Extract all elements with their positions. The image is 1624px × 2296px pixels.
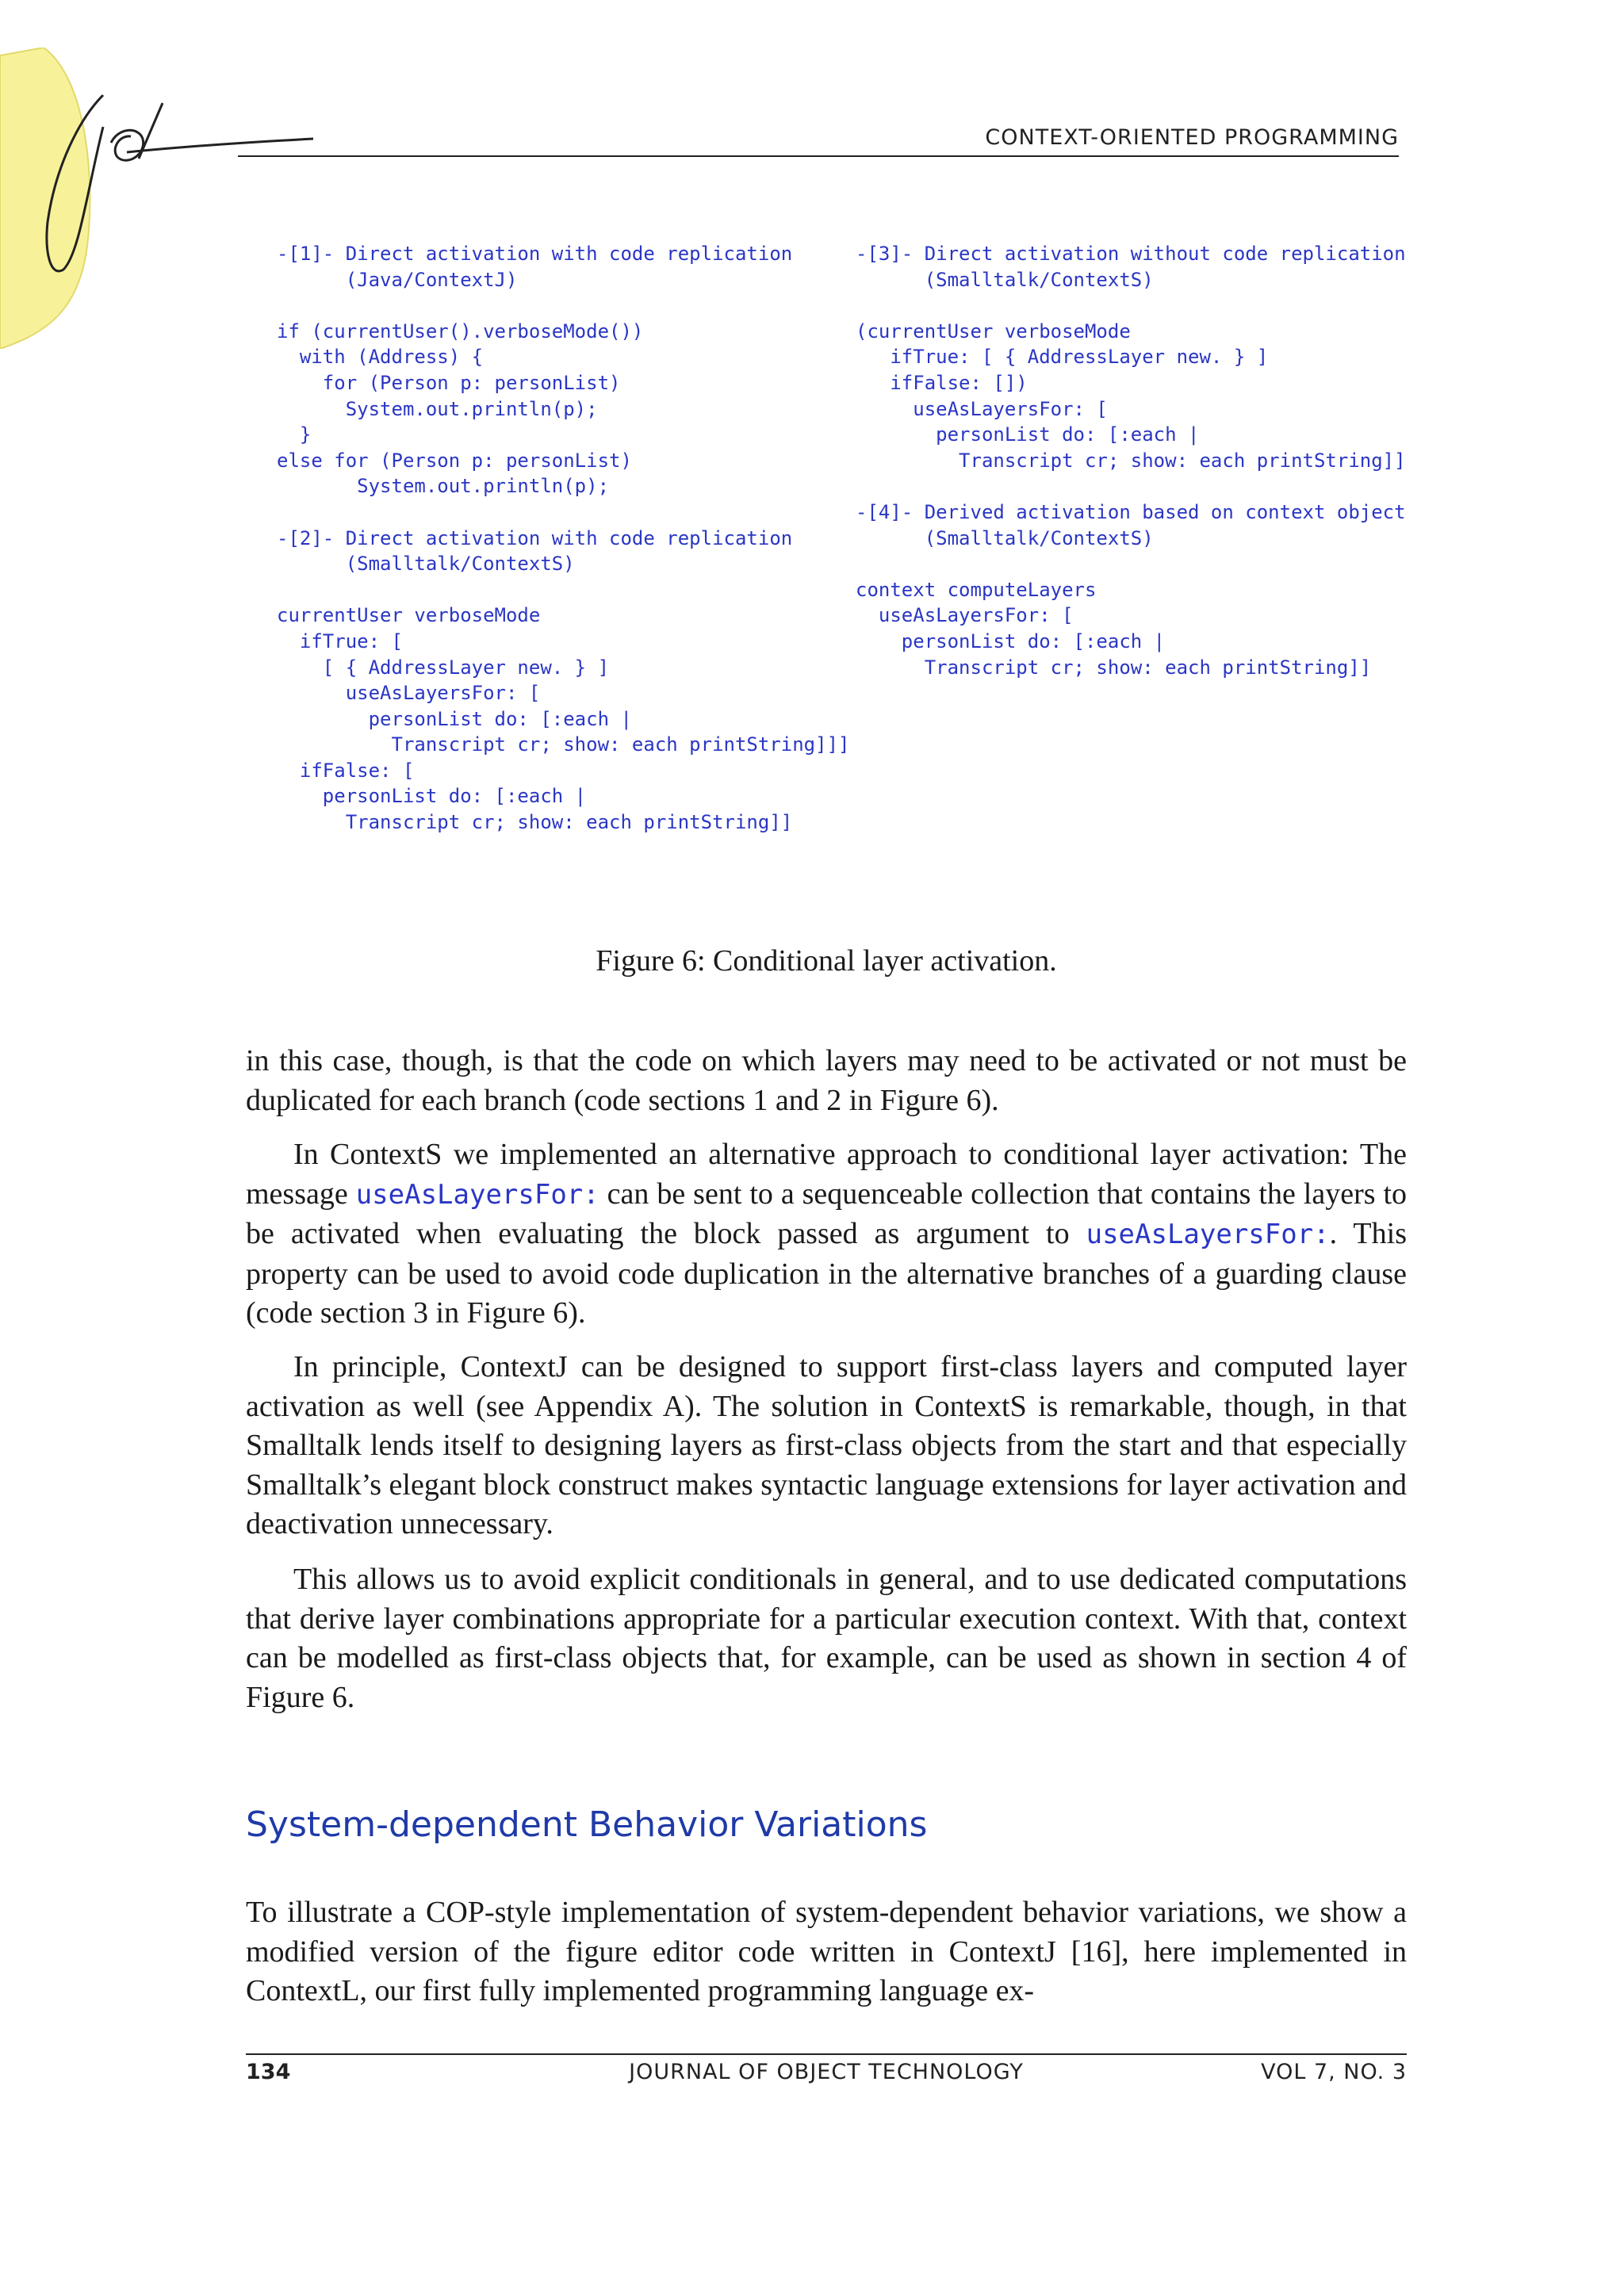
code-line — [277, 293, 849, 319]
footer-rule — [246, 2053, 1407, 2055]
section-heading: System-dependent Behavior Variations — [246, 1804, 928, 1845]
code-listing-right — [856, 241, 1406, 680]
running-header: CONTEXT-ORIENTED PROGRAMMING — [985, 125, 1399, 150]
paragraph-text: To illustrate a COP-style implementation of system-dependent behavior variations, we show a modified version of the figure editor code written in ContextJ [16], here implemented in ContextL, our first fully implemented programming language ex- — [246, 1896, 1407, 2007]
code-line: (currentUser verboseMode — [856, 320, 1131, 342]
paragraph-text — [246, 1135, 1407, 1334]
code-line: System.out.println(p); — [277, 475, 610, 498]
code-line: useAsLayersFor: [ — [856, 397, 1108, 420]
code-line: personList do: [:each | — [277, 785, 587, 808]
code-line: (Smalltalk/ContextS) — [277, 553, 575, 576]
code-line: if (currentUser().verboseMode()) — [277, 320, 644, 342]
code-line: } — [277, 423, 312, 446]
code-line: else for (Person p: personList) — [277, 449, 632, 472]
paragraph-avoid-conditionals — [246, 1560, 1407, 1717]
code-line: Transcript cr; show: each printString]]] — [277, 733, 850, 756]
code-line: -[3]- Direct activation without code replication — [856, 243, 1406, 265]
code-line: -[1]- Direct activation with code replication — [277, 243, 793, 265]
header-rule — [238, 155, 1399, 157]
code-line: [ { AddressLayer new. } ] — [277, 656, 610, 679]
journal-name: JOURNAL OF OBJECT TECHNOLOGY — [629, 2060, 1024, 2084]
code-line: -[2]- Direct activation with code replication — [277, 526, 793, 549]
code-line — [277, 577, 849, 603]
code-line — [856, 293, 1406, 319]
inline-code: useAsLayersFor: — [1086, 1219, 1330, 1250]
paragraph-text: in this case, though, is that the code on which layers may need to be activated or not must be duplicated for each branch (code sections 1 and 2 in Figure 6). — [246, 1044, 1407, 1117]
code-line: (Smalltalk/ContextS) — [856, 268, 1154, 291]
code-line: -[4]- Derived activation based on context object — [856, 500, 1406, 523]
code-line: ifTrue: [ { AddressLayer new. } ] — [856, 346, 1269, 369]
code-line: Transcript cr; show: each printString]] — [856, 656, 1372, 679]
code-line: (Java/ContextJ) — [277, 268, 518, 291]
text-run: In ContextS we implemented an alternative approach to conditional layer activation: The message — [246, 1138, 1407, 1211]
code-line: ifFalse: [ — [277, 759, 415, 782]
code-line — [856, 473, 1406, 499]
code-line: ifTrue: [ — [277, 629, 403, 652]
code-line: currentUser verboseMode — [277, 604, 541, 627]
code-line: Transcript cr; show: each printString]] — [277, 811, 793, 834]
code-line — [277, 499, 849, 526]
text-run: can be sent to a sequenceable collection that contains the layers to be activated when evaluating the block passed as argument to — [246, 1177, 1408, 1250]
text-run: . This property can be used to avoid code duplication in the alternative branches of a guarding clause (code section 3 in Figure 6). — [246, 1217, 1407, 1330]
code-line: Transcript cr; show: each printString]] — [856, 449, 1406, 472]
page-number: 134 — [246, 2060, 291, 2084]
code-line: context computeLayers — [856, 578, 1097, 601]
code-line: for (Person p: personList) — [277, 371, 621, 394]
code-line: with (Address) { — [277, 346, 484, 369]
code-line: personList do: [:each | — [856, 423, 1200, 446]
paragraph-continuation — [246, 1042, 1407, 1120]
code-line: ifFalse: []) — [856, 371, 1028, 394]
code-line: useAsLayersFor: [ — [856, 604, 1074, 627]
code-line — [856, 551, 1406, 577]
paragraph-system-dependent — [246, 1893, 1407, 2011]
paragraph-contexts-approach — [246, 1135, 1407, 1334]
inline-code: useAsLayersFor: — [355, 1178, 599, 1211]
code-listing-left — [277, 241, 849, 836]
code-line: System.out.println(p); — [277, 397, 598, 420]
paragraph-text: This allows us to avoid explicit conditionals in general, and to use dedicated computations that derive layer combinations appropriate for a particular execution context. With that, context can be modelled as first-class objects that, for example, can be used as shown in section 4 of Figure 6. — [246, 1563, 1407, 1714]
figure-caption: Figure 6: Conditional layer activation. — [596, 944, 1057, 978]
code-line: personList do: [:each | — [856, 629, 1166, 652]
code-line: useAsLayersFor: [ — [277, 682, 541, 705]
volume-info: VOL 7, NO. 3 — [1261, 2060, 1407, 2084]
paragraph-text: In principle, ContextJ can be designed to support first-class layers and computed layer activation as well (see Appendix A). The solution in ContextS is remarkable, though, in that Smalltalk lends itself to designing layers as first-class objects from the start and that especially Smalltalk’s elegant block construct makes syntactic language extensions for layer activation and deactivation unnecessary. — [246, 1350, 1407, 1540]
code-line: (Smalltalk/ContextS) — [856, 526, 1154, 549]
paragraph-first-class-layers — [246, 1348, 1407, 1544]
code-line: personList do: [:each | — [277, 707, 632, 730]
